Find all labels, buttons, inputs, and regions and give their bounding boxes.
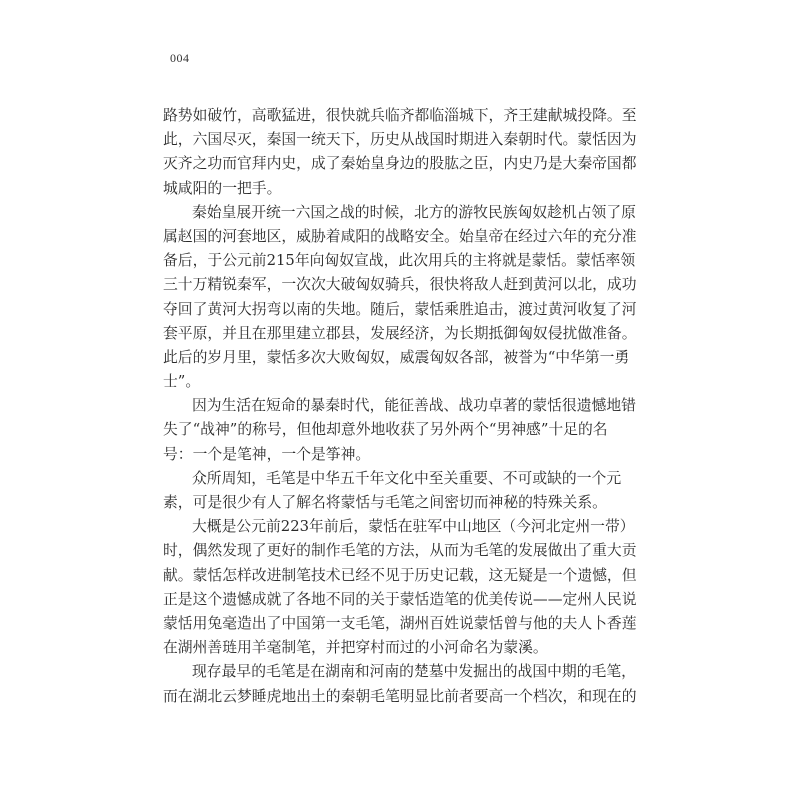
text-line: 蒙恬用兔毫造出了中国第一支毛笔，湖州百姓说蒙恬曾与他的夫人卜香莲	[163, 614, 637, 632]
text-line: 套平原，并且在那里建立郡县，发展经济，为长期抵御匈奴侵扰做准备。	[163, 324, 637, 342]
text-line: 号：一个是笔神，一个是筝神。	[163, 445, 371, 463]
text-line: 因为生活在短命的暴秦时代，能征善战、战功卓著的蒙恬很遗憾地错	[192, 397, 636, 415]
text-line: 夺回了黄河大拐弯以南的失地。随后，蒙恬乘胜追击，渡过黄河收复了河	[163, 300, 637, 318]
text-line: 属赵国的河套地区，威胁着咸阳的战略安全。始皇帝在经过六年的充分准	[163, 227, 637, 245]
text-line: 此，六国尽灭，秦国一统天下，历史从战国时期进入秦朝时代。蒙恬因为	[163, 131, 637, 149]
text-line: 秦始皇展开统一六国之战的时候，北方的游牧民族匈奴趁机占领了原	[192, 203, 636, 221]
text-line: 士”。	[163, 373, 201, 391]
text-line: 灭齐之功而官拜内史，成了秦始皇身边的股肱之臣，内史乃是大秦帝国都	[163, 155, 637, 173]
text-line: 路势如破竹，高歌猛进，很快就兵临齐都临淄城下，齐王建献城投降。至	[163, 107, 637, 124]
text-line: 献。蒙恬怎样改进制笔技术已经不见于历史记载，这无疑是一个遗憾，但	[163, 566, 637, 584]
body-text	[163, 104, 637, 709]
text-line: 此后的岁月里，蒙恬多次大败匈奴，威震匈奴各部，被誉为“中华第一勇	[163, 348, 630, 366]
text-line: 众所周知，毛笔是中华五千年文化中至关重要、不可或缺的一个元	[192, 469, 622, 487]
page-number: 004	[170, 51, 190, 65]
text-line: 在湖州善琏用羊毫制笔，并把穿村而过的小河命名为蒙溪。	[163, 639, 548, 657]
text-line: 正是这个遗憾成就了各地不同的关于蒙恬造笔的优美传说——定州人民说	[163, 590, 637, 608]
text-line: 失了“战神”的称号，但他却意外地收获了另外两个“男神感”十足的名	[163, 421, 608, 439]
text-line: 大概是公元前223年前后，蒙恬在驻军中山地区（今河北定州一带）	[192, 518, 635, 536]
text-line: 城咸阳的一把手。	[163, 179, 282, 197]
text-line: 备后，于公元前215年向匈奴宣战，此次用兵的主将就是蒙恬。蒙恬率领	[163, 252, 636, 270]
text-line: 现存最早的毛笔是在湖南和河南的楚墓中发掘出的战国中期的毛笔，	[192, 663, 636, 681]
text-line: 三十万精锐秦军，一次次大破匈奴骑兵，很快将敌人赶到黄河以北，成功	[163, 276, 637, 294]
text-line: 素，可是很少有人了解名将蒙恬与毛笔之间密切而神秘的特殊关系。	[163, 494, 607, 511]
text-line: 而在湖北云梦睡虎地出土的秦朝毛笔明显比前者要高一个档次，和现在的	[163, 687, 637, 705]
text-line: 时，偶然发现了更好的制作毛笔的方法，从而为毛笔的发展做出了重大贡	[163, 542, 637, 560]
